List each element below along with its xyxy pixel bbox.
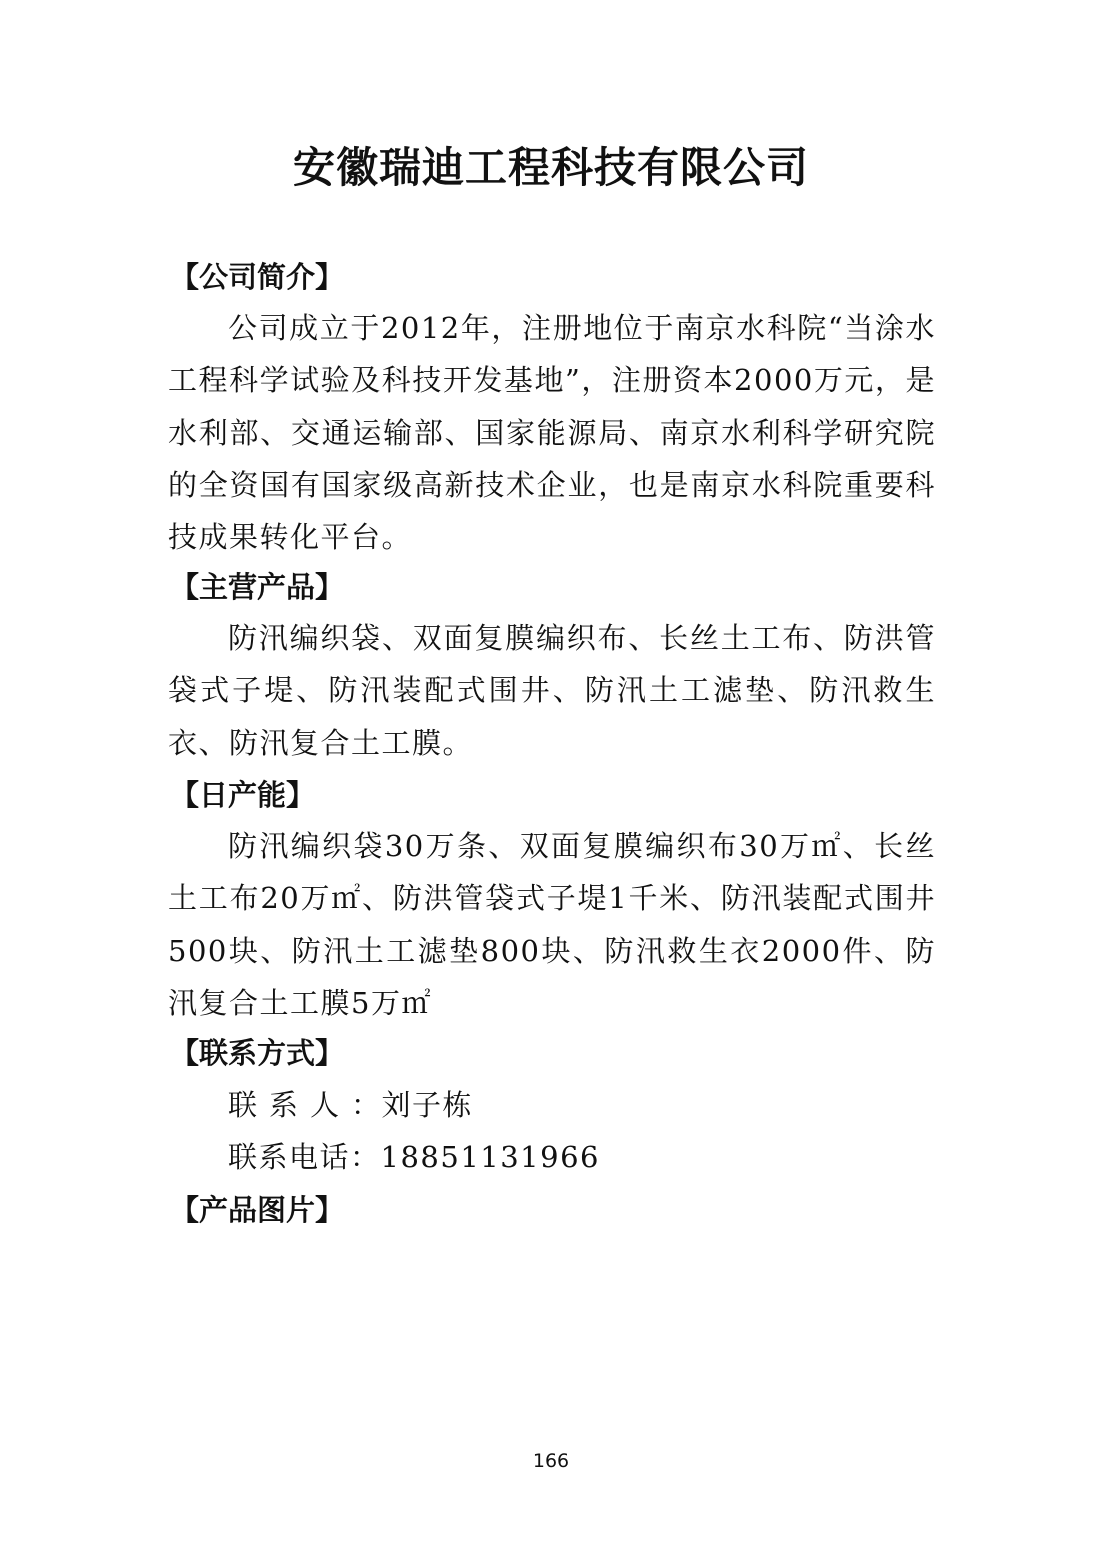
contact-phone-value: 18851131966: [380, 1140, 600, 1174]
page-title: 安徽瑞迪工程科技有限公司: [292, 143, 809, 192]
section-heading-products: 【主营产品】: [170, 570, 345, 604]
capacity-paragraph: 防汛编织袋30万条、双面复膜编织布30万㎡、长丝土工布20万㎡、防洪管袋式子堤1千米、防汛装配式围井500块、防汛土工滤垫800块、防汛救生衣2000件、防汛复合土工膜5万㎡: [168, 829, 936, 1020]
section-heading-contact: 【联系方式】: [170, 1036, 345, 1070]
contact-person-label: 联系人: [228, 1088, 352, 1122]
intro-paragraph: 公司成立于2012年，注册地位于南京水科院“当涂水工程科学试验及科技开发基地”，注册资本2000万元，是水利部、交通运输部、国家能源局、南京水利科学研究院的全资国有国家级高新技术企业，也是南京水科院重要科技成果转化平台。: [168, 311, 936, 555]
section-heading-capacity: 【日产能】: [170, 778, 316, 812]
contact-phone-label: 联系电话：: [228, 1140, 381, 1174]
products-paragraph: 防汛编织袋、双面复膜编织布、长丝土工布、防洪管袋式子堤、防汛装配式围井、防汛土工滤垫、防汛救生衣、防汛复合土工膜。: [168, 621, 936, 760]
contact-person-line: [228, 1085, 473, 1125]
section-heading-intro: 【公司简介】: [170, 260, 345, 294]
contact-person-value: 刘子栋: [381, 1088, 474, 1122]
contact-phone-line: [228, 1137, 600, 1177]
section-heading-images: 【产品图片】: [170, 1193, 345, 1227]
page-number: 166: [532, 1450, 570, 1472]
contact-person-separator: ：: [351, 1088, 382, 1122]
